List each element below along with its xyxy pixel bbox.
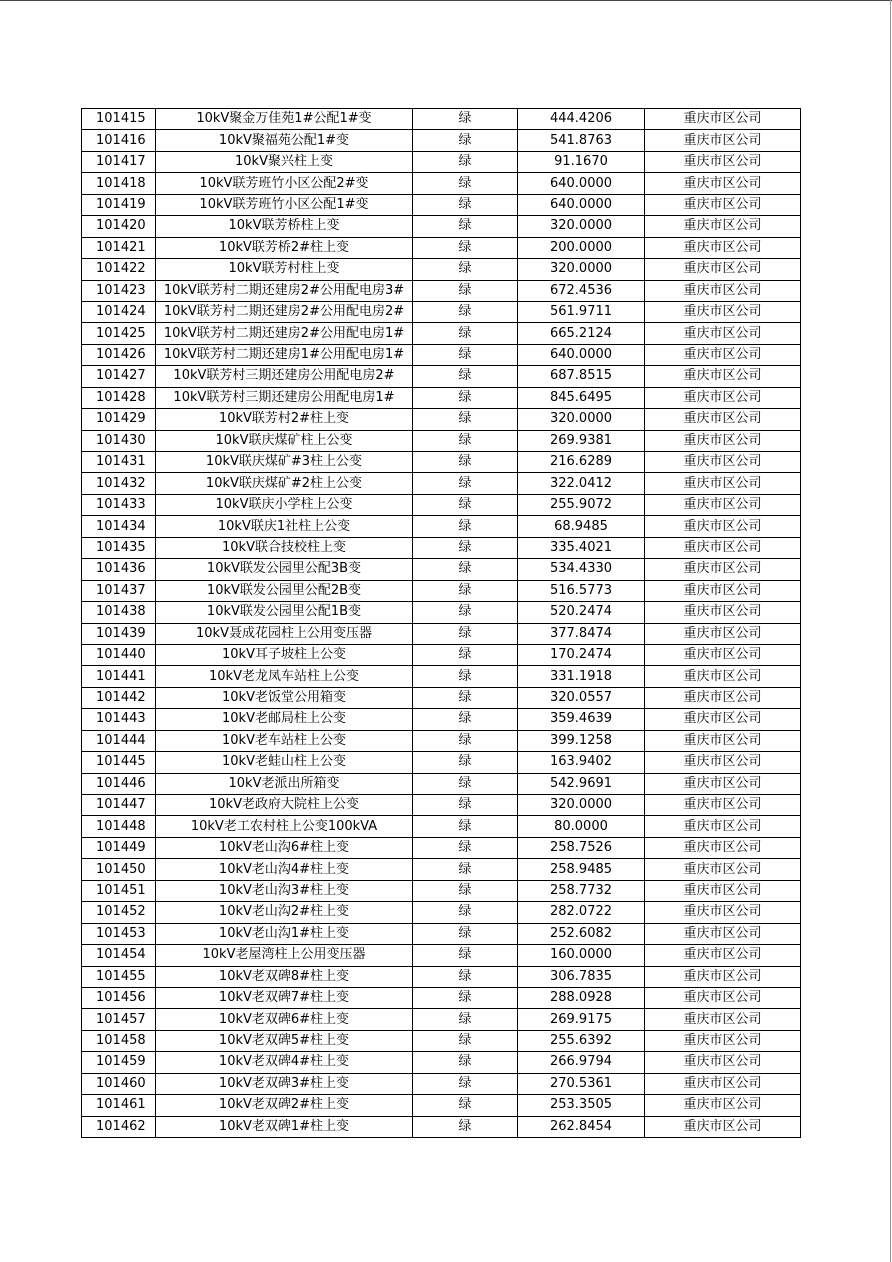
table-row [82,387,801,408]
table-row [82,216,801,237]
table-row [82,237,801,258]
name-cell: 10kV老双碑5#柱上变 [156,1030,413,1051]
company-cell: 重庆市区公司 [645,109,801,130]
company-cell: 重庆市区公司 [645,194,801,215]
status-cell: 绿 [413,409,518,430]
name-cell: 10kV老山沟4#柱上变 [156,859,413,880]
table-row [82,945,801,966]
table-row [82,473,801,494]
status-cell: 绿 [413,945,518,966]
status-cell: 绿 [413,966,518,987]
id-cell: 101439 [82,623,156,644]
name-cell: 10kV联庆煤矿柱上公变 [156,430,413,451]
table-row [82,516,801,537]
company-cell: 重庆市区公司 [645,387,801,408]
id-cell: 101440 [82,644,156,665]
table-row [82,109,801,130]
value-cell: 320.0000 [518,216,645,237]
id-cell: 101418 [82,173,156,194]
table-row [82,880,801,901]
name-cell: 10kV老蛙山柱上公变 [156,752,413,773]
company-cell: 重庆市区公司 [645,366,801,387]
name-cell: 10kV老双碑1#柱上变 [156,1116,413,1137]
id-cell: 101453 [82,923,156,944]
table-row [82,537,801,558]
status-cell: 绿 [413,301,518,322]
name-cell: 10kV老山沟1#柱上变 [156,923,413,944]
id-cell: 101419 [82,194,156,215]
value-cell: 845.6495 [518,387,645,408]
status-cell: 绿 [413,430,518,451]
id-cell: 101430 [82,430,156,451]
value-cell: 170.2474 [518,644,645,665]
table-row [82,1095,801,1116]
status-cell: 绿 [413,730,518,751]
company-cell: 重庆市区公司 [645,301,801,322]
table-row [82,194,801,215]
value-cell: 399.1258 [518,730,645,751]
value-cell: 534.4330 [518,559,645,580]
value-cell: 561.9711 [518,301,645,322]
company-cell: 重庆市区公司 [645,602,801,623]
company-cell: 重庆市区公司 [645,623,801,644]
company-cell: 重庆市区公司 [645,409,801,430]
company-cell: 重庆市区公司 [645,430,801,451]
status-cell: 绿 [413,602,518,623]
company-cell: 重庆市区公司 [645,452,801,473]
value-cell: 258.9485 [518,859,645,880]
status-cell: 绿 [413,773,518,794]
company-cell: 重庆市区公司 [645,709,801,730]
value-cell: 269.9175 [518,1009,645,1030]
value-cell: 640.0000 [518,344,645,365]
table-row [82,259,801,280]
id-cell: 101460 [82,1073,156,1094]
name-cell: 10kV老山沟6#柱上变 [156,837,413,858]
status-cell: 绿 [413,580,518,601]
table-row [82,966,801,987]
value-cell: 320.0557 [518,687,645,708]
status-cell: 绿 [413,880,518,901]
id-cell: 101451 [82,880,156,901]
company-cell: 重庆市区公司 [645,344,801,365]
status-cell: 绿 [413,816,518,837]
table-row [82,409,801,430]
name-cell: 10kV老双碑7#柱上变 [156,987,413,1008]
company-cell: 重庆市区公司 [645,1095,801,1116]
status-cell: 绿 [413,237,518,258]
value-cell: 541.8763 [518,130,645,151]
company-cell: 重庆市区公司 [645,1009,801,1030]
company-cell: 重庆市区公司 [645,730,801,751]
value-cell: 320.0000 [518,259,645,280]
table-row [82,666,801,687]
status-cell: 绿 [413,837,518,858]
table-row [82,580,801,601]
company-cell: 重庆市区公司 [645,987,801,1008]
company-cell: 重庆市区公司 [645,216,801,237]
id-cell: 101435 [82,537,156,558]
id-cell: 101416 [82,130,156,151]
table-row [82,902,801,923]
status-cell: 绿 [413,494,518,515]
table-row [82,816,801,837]
value-cell: 520.2474 [518,602,645,623]
value-cell: 200.0000 [518,237,645,258]
table-row [82,644,801,665]
company-cell: 重庆市区公司 [645,859,801,880]
id-cell: 101429 [82,409,156,430]
name-cell: 10kV联芳村二期还建房2#公用配电房1# [156,323,413,344]
status-cell: 绿 [413,559,518,580]
name-cell: 10kV老双碑3#柱上变 [156,1073,413,1094]
company-cell: 重庆市区公司 [645,580,801,601]
value-cell: 331.1918 [518,666,645,687]
value-cell: 542.9691 [518,773,645,794]
status-cell: 绿 [413,1073,518,1094]
value-cell: 266.9794 [518,1052,645,1073]
name-cell: 10kV联芳桥柱上变 [156,216,413,237]
table-row [82,1073,801,1094]
status-cell: 绿 [413,1052,518,1073]
company-cell: 重庆市区公司 [645,666,801,687]
status-cell: 绿 [413,130,518,151]
value-cell: 665.2124 [518,323,645,344]
status-cell: 绿 [413,902,518,923]
table-row [82,280,801,301]
status-cell: 绿 [413,795,518,816]
name-cell: 10kV联芳村三期还建房公用配电房2# [156,366,413,387]
table-row [82,151,801,172]
status-cell: 绿 [413,452,518,473]
company-cell: 重庆市区公司 [645,280,801,301]
company-cell: 重庆市区公司 [645,1116,801,1137]
status-cell: 绿 [413,623,518,644]
company-cell: 重庆市区公司 [645,945,801,966]
table-row [82,709,801,730]
status-cell: 绿 [413,666,518,687]
value-cell: 282.0722 [518,902,645,923]
page-top-border [0,0,892,1]
id-cell: 101447 [82,795,156,816]
id-cell: 101448 [82,816,156,837]
name-cell: 10kV老双碑2#柱上变 [156,1095,413,1116]
company-cell: 重庆市区公司 [645,130,801,151]
table-row [82,859,801,880]
company-cell: 重庆市区公司 [645,902,801,923]
company-cell: 重庆市区公司 [645,687,801,708]
value-cell: 640.0000 [518,173,645,194]
name-cell: 10kV联芳村二期还建房2#公用配电房3# [156,280,413,301]
data-table [81,108,801,1138]
id-cell: 101433 [82,494,156,515]
name-cell: 10kV联芳班竹小区公配1#变 [156,194,413,215]
company-cell: 重庆市区公司 [645,259,801,280]
value-cell: 255.9072 [518,494,645,515]
name-cell: 10kV老双碑8#柱上变 [156,966,413,987]
company-cell: 重庆市区公司 [645,773,801,794]
id-cell: 101427 [82,366,156,387]
status-cell: 绿 [413,173,518,194]
name-cell: 10kV联芳村二期还建房1#公用配电房1# [156,344,413,365]
name-cell: 10kV老车站柱上公变 [156,730,413,751]
table-row [82,923,801,944]
id-cell: 101446 [82,773,156,794]
id-cell: 101415 [82,109,156,130]
company-cell: 重庆市区公司 [645,880,801,901]
name-cell: 10kV聚福苑公配1#变 [156,130,413,151]
table-row [82,452,801,473]
table-row [82,837,801,858]
id-cell: 101458 [82,1030,156,1051]
value-cell: 320.0000 [518,795,645,816]
id-cell: 101457 [82,1009,156,1030]
value-cell: 258.7732 [518,880,645,901]
company-cell: 重庆市区公司 [645,795,801,816]
status-cell: 绿 [413,709,518,730]
status-cell: 绿 [413,537,518,558]
id-cell: 101428 [82,387,156,408]
status-cell: 绿 [413,151,518,172]
name-cell: 10kV联合技校柱上变 [156,537,413,558]
table-row [82,494,801,515]
name-cell: 10kV联庆煤矿#3柱上公变 [156,452,413,473]
id-cell: 101441 [82,666,156,687]
value-cell: 322.0412 [518,473,645,494]
value-cell: 255.6392 [518,1030,645,1051]
status-cell: 绿 [413,1116,518,1137]
status-cell: 绿 [413,1030,518,1051]
id-cell: 101417 [82,151,156,172]
name-cell: 10kV老龙凤车站柱上公变 [156,666,413,687]
value-cell: 163.9402 [518,752,645,773]
status-cell: 绿 [413,923,518,944]
company-cell: 重庆市区公司 [645,473,801,494]
name-cell: 10kV联发公园里公配1B变 [156,602,413,623]
value-cell: 288.0928 [518,987,645,1008]
company-cell: 重庆市区公司 [645,1052,801,1073]
name-cell: 10kV老双碑4#柱上变 [156,1052,413,1073]
name-cell: 10kV联芳村柱上变 [156,259,413,280]
table-row [82,1052,801,1073]
company-cell: 重庆市区公司 [645,237,801,258]
value-cell: 306.7835 [518,966,645,987]
value-cell: 253.3505 [518,1095,645,1116]
company-cell: 重庆市区公司 [645,494,801,515]
value-cell: 270.5361 [518,1073,645,1094]
value-cell: 672.4536 [518,280,645,301]
name-cell: 10kV聚金万佳苑1#公配1#变 [156,109,413,130]
id-cell: 101459 [82,1052,156,1073]
table-row [82,773,801,794]
company-cell: 重庆市区公司 [645,923,801,944]
id-cell: 101445 [82,752,156,773]
id-cell: 101425 [82,323,156,344]
name-cell: 10kV联芳班竹小区公配2#变 [156,173,413,194]
name-cell: 10kV联芳桥2#柱上变 [156,237,413,258]
table-row [82,752,801,773]
id-cell: 101444 [82,730,156,751]
status-cell: 绿 [413,366,518,387]
page-right-border [890,0,891,1262]
id-cell: 101422 [82,259,156,280]
value-cell: 91.1670 [518,151,645,172]
value-cell: 80.0000 [518,816,645,837]
name-cell: 10kV聂成花园柱上公用变压器 [156,623,413,644]
name-cell: 10kV联庆煤矿#2柱上公变 [156,473,413,494]
id-cell: 101431 [82,452,156,473]
value-cell: 335.4021 [518,537,645,558]
name-cell: 10kV老山沟3#柱上变 [156,880,413,901]
status-cell: 绿 [413,344,518,365]
name-cell: 10kV老邮局柱上公变 [156,709,413,730]
status-cell: 绿 [413,1095,518,1116]
name-cell: 10kV联发公园里公配3B变 [156,559,413,580]
name-cell: 10kV老屋湾柱上公用变压器 [156,945,413,966]
table-row [82,301,801,322]
id-cell: 101456 [82,987,156,1008]
table-row [82,344,801,365]
name-cell: 10kV老山沟2#柱上变 [156,902,413,923]
id-cell: 101449 [82,837,156,858]
table-row [82,987,801,1008]
id-cell: 101436 [82,559,156,580]
id-cell: 101438 [82,602,156,623]
status-cell: 绿 [413,280,518,301]
company-cell: 重庆市区公司 [645,537,801,558]
table-row [82,559,801,580]
company-cell: 重庆市区公司 [645,559,801,580]
table-row [82,323,801,344]
company-cell: 重庆市区公司 [645,816,801,837]
name-cell: 10kV联芳村三期还建房公用配电房1# [156,387,413,408]
status-cell: 绿 [413,987,518,1008]
status-cell: 绿 [413,687,518,708]
value-cell: 359.4639 [518,709,645,730]
company-cell: 重庆市区公司 [645,173,801,194]
value-cell: 258.7526 [518,837,645,858]
value-cell: 516.5773 [518,580,645,601]
id-cell: 101432 [82,473,156,494]
name-cell: 10kV联庆1社柱上公变 [156,516,413,537]
name-cell: 10kV老派出所箱变 [156,773,413,794]
id-cell: 101426 [82,344,156,365]
status-cell: 绿 [413,516,518,537]
id-cell: 101462 [82,1116,156,1137]
company-cell: 重庆市区公司 [645,644,801,665]
id-cell: 101437 [82,580,156,601]
status-cell: 绿 [413,1009,518,1030]
table-row [82,730,801,751]
id-cell: 101442 [82,687,156,708]
status-cell: 绿 [413,859,518,880]
name-cell: 10kV联芳村二期还建房2#公用配电房2# [156,301,413,322]
name-cell: 10kV联芳村2#柱上变 [156,409,413,430]
table-row [82,687,801,708]
status-cell: 绿 [413,752,518,773]
table-row [82,1116,801,1137]
status-cell: 绿 [413,387,518,408]
id-cell: 101421 [82,237,156,258]
name-cell: 10kV老政府大院柱上公变 [156,795,413,816]
table-row [82,130,801,151]
table-row [82,795,801,816]
table-row [82,1009,801,1030]
value-cell: 687.8515 [518,366,645,387]
value-cell: 640.0000 [518,194,645,215]
company-cell: 重庆市区公司 [645,151,801,172]
value-cell: 216.6289 [518,452,645,473]
company-cell: 重庆市区公司 [645,1030,801,1051]
name-cell: 10kV老双碑6#柱上变 [156,1009,413,1030]
id-cell: 101434 [82,516,156,537]
id-cell: 101423 [82,280,156,301]
value-cell: 377.8474 [518,623,645,644]
value-cell: 262.8454 [518,1116,645,1137]
table-row [82,430,801,451]
table-row [82,623,801,644]
status-cell: 绿 [413,473,518,494]
table-row [82,602,801,623]
company-cell: 重庆市区公司 [645,1073,801,1094]
id-cell: 101443 [82,709,156,730]
status-cell: 绿 [413,323,518,344]
name-cell: 10kV耳子坡柱上公变 [156,644,413,665]
status-cell: 绿 [413,216,518,237]
table-row [82,366,801,387]
name-cell: 10kV老饭堂公用箱变 [156,687,413,708]
value-cell: 160.0000 [518,945,645,966]
name-cell: 10kV老工农村柱上公变100kVA [156,816,413,837]
value-cell: 68.9485 [518,516,645,537]
company-cell: 重庆市区公司 [645,752,801,773]
table-row [82,173,801,194]
value-cell: 252.6082 [518,923,645,944]
status-cell: 绿 [413,259,518,280]
table-body [82,109,801,1138]
id-cell: 101450 [82,859,156,880]
status-cell: 绿 [413,109,518,130]
id-cell: 101420 [82,216,156,237]
id-cell: 101454 [82,945,156,966]
table-row [82,1030,801,1051]
value-cell: 444.4206 [518,109,645,130]
company-cell: 重庆市区公司 [645,966,801,987]
id-cell: 101461 [82,1095,156,1116]
name-cell: 10kV联庆小学柱上公变 [156,494,413,515]
company-cell: 重庆市区公司 [645,516,801,537]
company-cell: 重庆市区公司 [645,837,801,858]
name-cell: 10kV联发公园里公配2B变 [156,580,413,601]
id-cell: 101452 [82,902,156,923]
id-cell: 101424 [82,301,156,322]
value-cell: 320.0000 [518,409,645,430]
name-cell: 10kV聚兴柱上变 [156,151,413,172]
status-cell: 绿 [413,644,518,665]
value-cell: 269.9381 [518,430,645,451]
id-cell: 101455 [82,966,156,987]
company-cell: 重庆市区公司 [645,323,801,344]
status-cell: 绿 [413,194,518,215]
